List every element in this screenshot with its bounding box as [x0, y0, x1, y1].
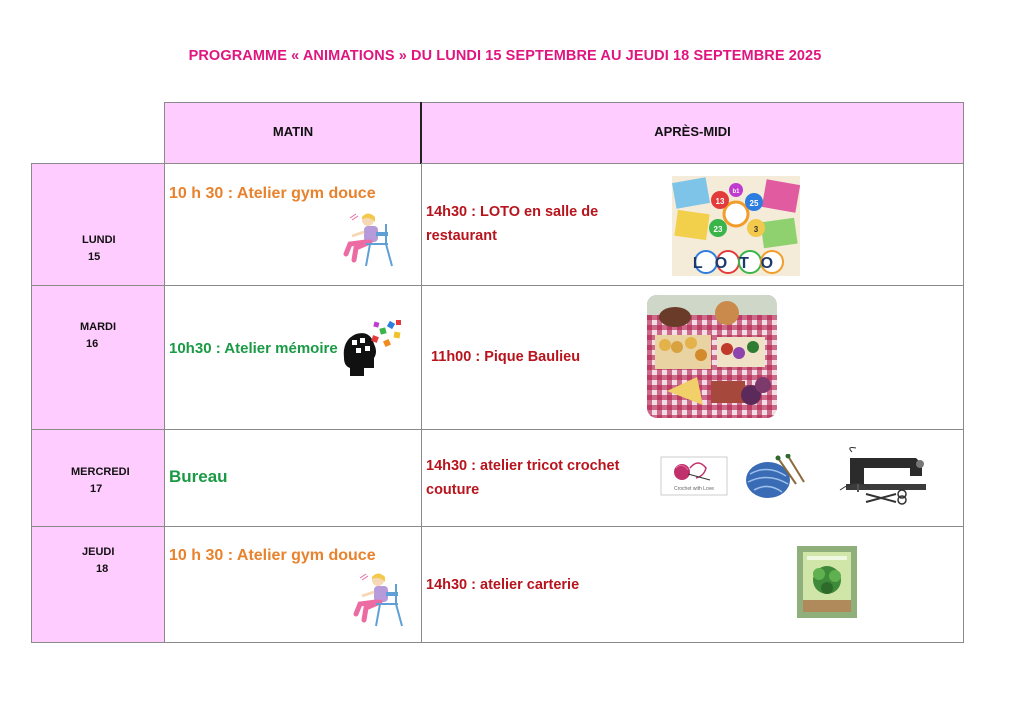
afternoon-activity-thursday: 14h30 : atelier carterie	[426, 577, 580, 593]
morning-activity-wednesday: Bureau	[169, 467, 228, 486]
bingo-ball-number: 25	[749, 199, 759, 208]
day-number: 17	[90, 483, 103, 495]
sewing-machine-icon	[836, 444, 936, 506]
grid-line	[31, 429, 964, 430]
afternoon-activity-monday: 14h30 : LOTO en salle de restaurant	[426, 204, 599, 244]
grid-line	[165, 102, 964, 103]
grid-line	[31, 642, 964, 643]
handmade-card-image	[797, 546, 857, 618]
grid-line	[31, 285, 964, 286]
grid-line	[31, 526, 964, 527]
day-label-monday	[82, 232, 116, 266]
day-name: LUNDI	[82, 234, 116, 246]
gym-woman-icon	[350, 570, 408, 628]
loto-text: LOTO	[692, 255, 786, 272]
day-name: MARDI	[80, 321, 117, 333]
header-morning: MATIN	[272, 124, 314, 139]
bingo-ball-number: 3	[753, 225, 759, 234]
bingo-ball-number: 23	[713, 225, 723, 234]
day-number: 18	[96, 563, 109, 575]
morning-activity-monday: 10 h 30 : Atelier gym douce	[169, 185, 376, 202]
loto-image	[672, 176, 800, 276]
grid-line	[31, 163, 964, 164]
crochet-with-love-image	[660, 456, 728, 496]
yarn-ball-icon	[742, 454, 810, 500]
brain-puzzle-icon	[338, 318, 404, 380]
grid-line	[963, 102, 964, 643]
page-title: PROGRAMME « ANIMATIONS » DU LUNDI 15 SEPTEMBRE AU JEUDI 18 SEPTEMBRE 2025	[188, 48, 822, 64]
day-label-thursday	[82, 544, 114, 578]
crochet-with-love-text: Crochet with Love	[673, 486, 715, 492]
day-name: MERCREDI	[71, 466, 130, 478]
day-number: 16	[86, 338, 99, 350]
grid-line	[31, 163, 32, 643]
day-label-tuesday	[80, 319, 116, 353]
grid-line	[421, 163, 422, 643]
morning-activity-thursday: 10 h 30 : Atelier gym douce	[169, 547, 376, 564]
afternoon-activity-wednesday: 14h30 : atelier tricot crochet couture	[426, 458, 620, 498]
bingo-ball-number: 13	[715, 197, 725, 206]
day-number: 15	[88, 251, 101, 263]
grid-line	[164, 102, 165, 643]
day-name: JEUDI	[82, 546, 115, 558]
day-label-wednesday	[71, 464, 130, 498]
morning-activity-tuesday: 10h30 : Atelier mémoire	[169, 340, 338, 357]
gym-woman-icon	[340, 210, 398, 268]
afternoon-activity-tuesday: 11h00 : Pique Baulieu	[431, 349, 581, 365]
picnic-image	[647, 295, 777, 418]
bingo-ball-number: b1	[732, 189, 740, 195]
header-afternoon: APRÈS-MIDI	[654, 124, 731, 139]
